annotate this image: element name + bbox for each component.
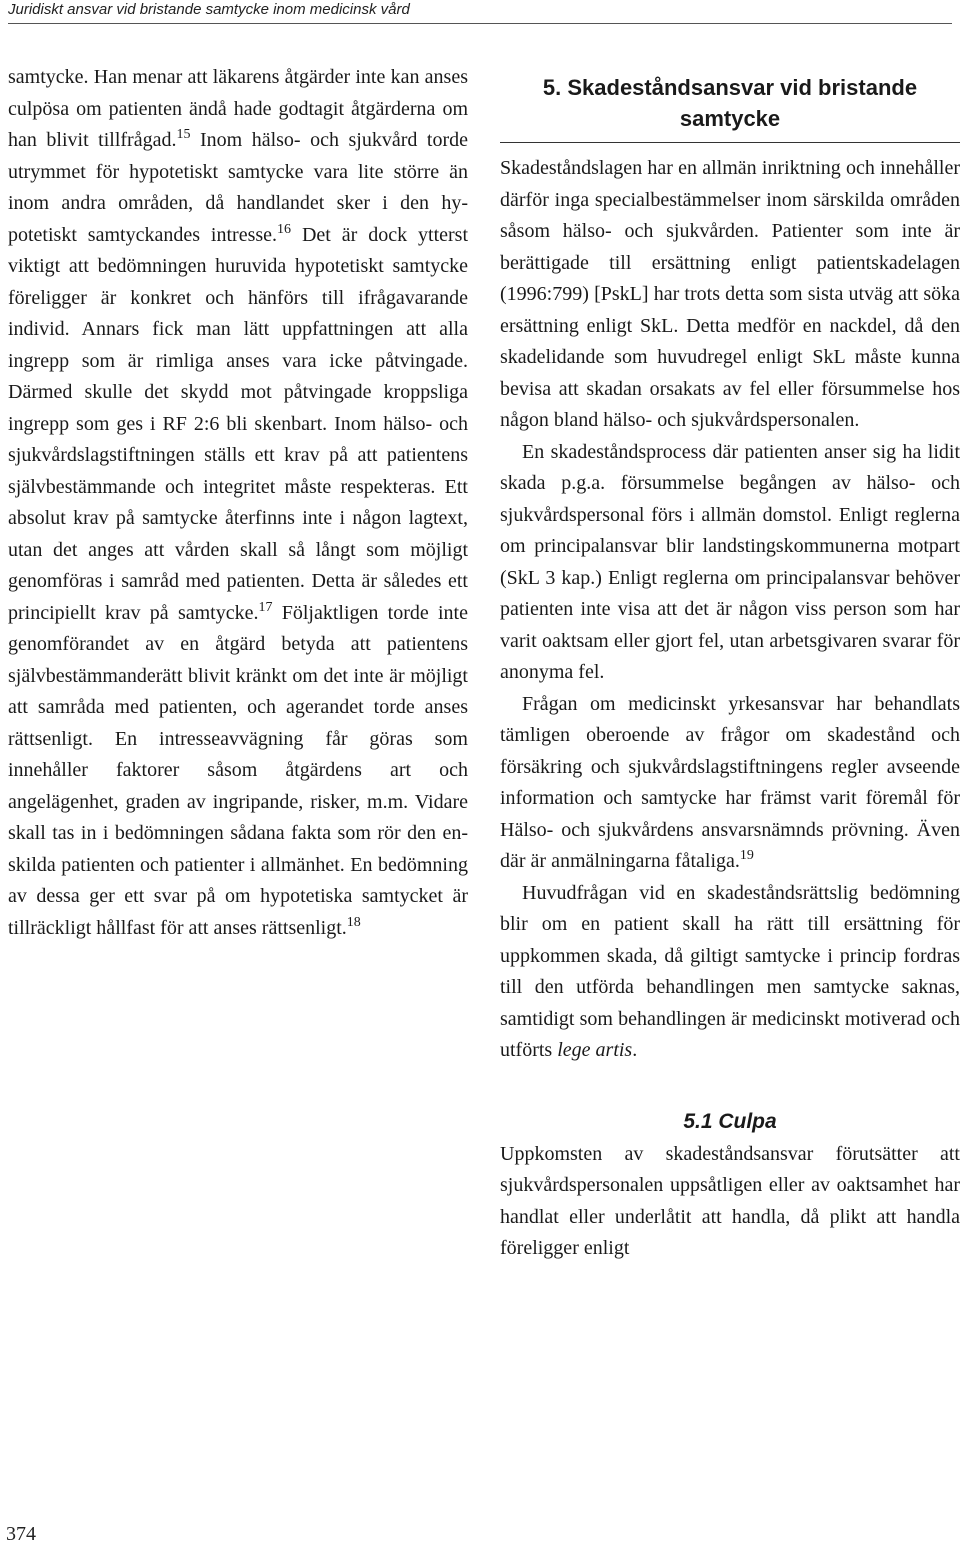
footnote-ref[interactable]: 17 bbox=[258, 599, 273, 615]
footnote-ref[interactable]: 15 bbox=[176, 127, 191, 142]
left-paragraph bbox=[8, 62, 468, 944]
running-head: Juridiskt ansvar vid bristande samtycke inom medicinsk vård bbox=[8, 0, 952, 24]
page-number: 374 bbox=[6, 1523, 36, 1545]
right-paragraph-1: Skadeståndslagen har en allmän inriktning och innehåller därför inga specialbestämmelser inom särskilda områden såsom hälso- och sjukvården. Patienter som inte är berättigade till ersättning enligt patientskadelagen (1996:799) [PskL] har trots detta som sista utväg att söka ersättning enligt SkL. Detta medför en nackdel, då den skadelidande som huvudregel enligt SkL måste kunna bevisa att skadan orsakats av fel eller försummelse hos någon bland hälso- och sjukvårdspersonalen. bbox=[500, 157, 960, 431]
left-column bbox=[8, 62, 468, 944]
right-column bbox=[500, 72, 960, 1265]
footnote-ref[interactable]: 16 bbox=[277, 221, 292, 237]
right-paragraph-4 bbox=[500, 878, 960, 1067]
footnote-ref[interactable]: 19 bbox=[739, 848, 754, 863]
latin-term: lege artis bbox=[557, 1039, 633, 1061]
left-text-c: Det är dock ytterst viktigt att bedömningen huruvida hypotetiskt samtycke föreligger är konkret och hänförs till ifrågavarande individ. Annars fick man lätt uppfattningen att alla ingrepp som är rimliga anses vara icke påtvingade. Därmed skulle det skydd mot påtvingade kroppsliga ingrepp som ges i RF 2:6 bli skenbart. Inom hälso- och sjukvårdslagstiftningen ställs ett krav på att patientens självbestämmande och integritet måste respekteras. Ett absolut krav på samtycke återfinns inte i någon lagtext, utan det anges att vården skall så långt som möjligt genomföras i samråd med patienten. Detta är således ett principiellt krav på samtycke. bbox=[8, 223, 469, 624]
section-heading: 5. Skadeståndsansvar vid bristande samtycke bbox=[500, 72, 960, 143]
subsection-heading: 5.1 Culpa bbox=[683, 1109, 777, 1133]
right-text-3: Frågan om medicinskt yrkesansvar har behandlats tämligen oberoende av frågor om skadestånd och försäkring och sjukvårdslagstiftningens regler avseende information och samtycke har främst varit föremål för Hälso- och sjukvårdens ansvarsnämnds prövning. Även där är anmälningarna fåtaliga. bbox=[500, 692, 960, 872]
left-text-d: Följaktligen torde inte genomförandet av en åtgärd betyda att patientens självbestämmanderätt blivit kränkt om det inte är möjligt att samråda med patienten, och agerandet torde anses rättsenligt. En intresseavvägning får göras som innehåller faktorer såsom åtgärdens art och angelägenhet, graden av ingripande, risker, m.m. Vidare skall tas in i bedömningen sådana fakta som rör den enskilda patienten och patienter i allmänhet. En bedömning av dessa ger ett svar på om hypotetiska samtycket är tillräckligt hållfast för att anses rättsenligt. bbox=[8, 601, 468, 939]
right-text-4: Huvudfrågan vid en skadeståndsrättslig bedömning blir om en patient skall ha rätt till ersättning för uppkommen skada, då giltigt samtycke i princip fordras till den utförda behandlingen men samtycke saknas, samtidigt som behandlingen är medicinskt motiverad och utförts bbox=[500, 881, 960, 1061]
right-text-4-end: . bbox=[632, 1039, 638, 1061]
left-text-b: Inom hälso- och sjukvård torde utrymmet för hypotetiskt samtycke vara lite större än inom andra områden, då handlandet sker i den hypotetiskt samtyckandes intresse. bbox=[8, 129, 468, 246]
footnote-ref[interactable]: 18 bbox=[346, 914, 361, 930]
right-paragraph-3 bbox=[500, 689, 960, 878]
right-paragraph-2: En skadeståndsprocess där patienten anser sig ha lidit skada p.g.a. försummelse begången av hälso- och sjukvårdspersonal förs i allmän domstol. Enligt reglerna om principalansvar blir landstingskommunerna motpart (SkL 3 kap.) Enligt reglerna om principalansvar behöver patienten inte visa att det är någon viss person som har varit oaktsam eller gjort fel, utan arbetsgivaren svarar för anonyma fel. bbox=[500, 440, 960, 683]
right-paragraph-5: Uppkomsten av skadeståndsansvar förutsätter att sjukvårdspersonalen uppsåtligen eller av oaktsamhet har handlat eller underlåtit att handla, då plikt att handla föreligger enligt bbox=[500, 1142, 960, 1259]
left-text-a: samtycke. Han menar att läkarens åtgärder inte kan anses culpösa om patienten ändå hade godtagit åtgärderna om han blivit tillfrågad. bbox=[8, 66, 468, 151]
